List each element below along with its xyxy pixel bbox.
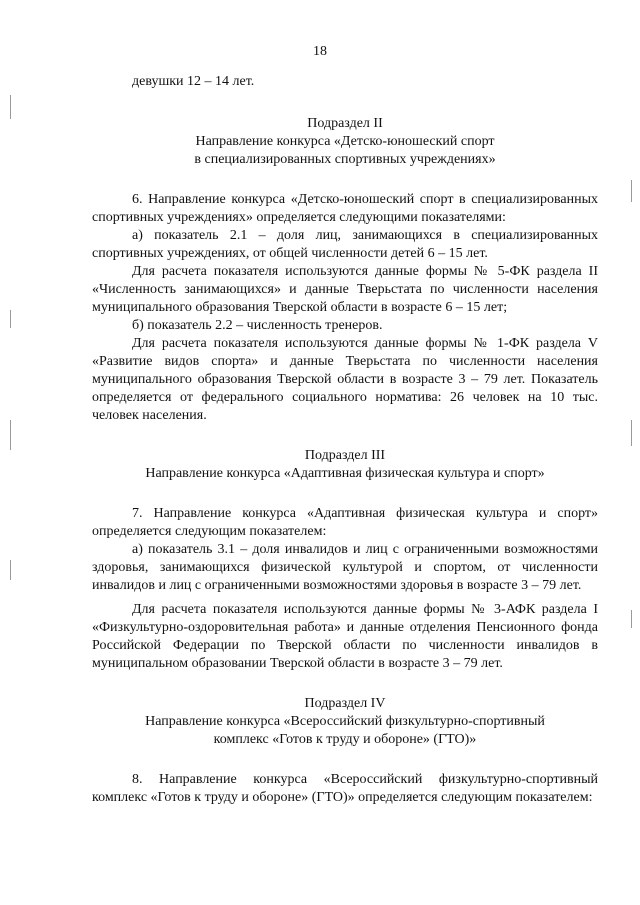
- subsection-subtitle: Направление конкурса «Адаптивная физическая культура и спорт»: [145, 466, 545, 481]
- paragraph: 8. Направление конкурса «Всероссийский физкультурно-спортивный комплекс «Готов к труду и обороне» (ГТО)» определяется следующим показателем:: [92, 772, 598, 805]
- subsection-subtitle: в специализированных спортивных учреждениях»: [194, 152, 496, 167]
- paragraph: Для расчета показателя используются данные формы № 1-ФК раздела V «Развитие видов спорта» и данные Тверьстата по численности населения муниципального образования Тверской области в возрасте 3 – 79 лет. Показатель определяется от федерального социального норматива: 26 человек на 10 тыс. человек населения.: [92, 336, 598, 423]
- paragraph: б) показатель 2.2 – численность тренеров.: [132, 318, 383, 333]
- paragraph: Для расчета показателя используются данные формы № 5-ФК раздела II «Численность занимающихся» и данные Тверьстата по численности населения муниципального образования Тверской области в возрасте 6 – 15 лет;: [92, 264, 598, 315]
- subsection-subtitle: комплекс «Готов к труду и обороне» (ГТО)»: [213, 732, 477, 747]
- subsection-title: Подраздел IV: [304, 696, 386, 711]
- subsection-title: Подраздел II: [307, 116, 383, 131]
- right-margin-mark: [631, 180, 632, 202]
- paragraph: Для расчета показателя используются данные формы № 3-АФК раздела I «Физкультурно-оздоровительная работа» и данные отделения Пенсионного фонда Российской Федерации по Тверской области по численности инвалидов в муниципальном образовании Тверской области в возрасте 3 – 79 лет.: [92, 602, 598, 671]
- paragraph: а) показатель 3.1 – доля инвалидов и лиц с ограниченными возможностями здоровья, занимающихся физической культурой и спортом, от численности инвалидов и лиц с ограниченными возможностями здоровья в возрасте 3 – 79 лет.: [92, 542, 598, 593]
- page-number: 18: [313, 44, 327, 59]
- right-margin-mark: [631, 610, 632, 628]
- subsection-title: Подраздел III: [304, 448, 386, 463]
- document-body: [92, 73, 598, 807]
- paragraph: 6. Направление конкурса «Детско-юношеский спорт в специализированных спортивных учреждениях» определяется следующими показателями:: [92, 192, 598, 225]
- subsection-subtitle: Направление конкурса «Детско-юношеский спорт: [195, 134, 495, 149]
- paragraph: а) показатель 2.1 – доля лиц, занимающихся в специализированных спортивных учреждениях, от общей численности детей 6 – 15 лет.: [92, 228, 598, 261]
- intro-line: девушки 12 – 14 лет.: [132, 74, 255, 89]
- left-margin-mark: [10, 420, 11, 450]
- subsection-heading: [92, 695, 598, 749]
- subsection-subtitle: Направление конкурса «Всероссийский физкультурно-спортивный: [145, 714, 545, 729]
- right-margin-mark: [631, 420, 632, 446]
- left-margin-mark: [10, 95, 11, 119]
- subsection-heading: [92, 115, 598, 169]
- subsection-heading: [92, 447, 598, 483]
- left-margin-mark: [10, 560, 11, 580]
- left-margin-mark: [10, 310, 11, 328]
- paragraph: 7. Направление конкурса «Адаптивная физическая культура и спорт» определяется следующим показателем:: [92, 506, 598, 539]
